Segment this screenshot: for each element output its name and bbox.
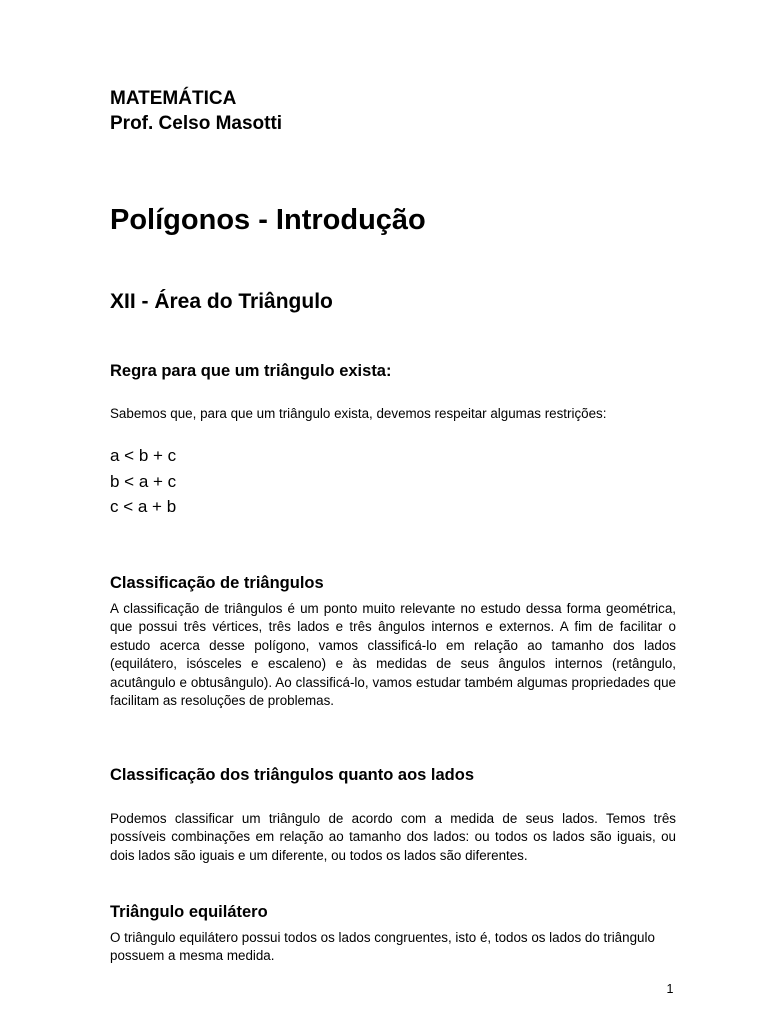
- inequality-item: c < a + b: [110, 497, 177, 516]
- classification-heading: Classificação de triângulos: [110, 574, 324, 592]
- teacher-name: Prof. Celso Masotti: [110, 113, 283, 134]
- section-title: XII - Área do Triângulo: [110, 290, 333, 313]
- by-sides-heading: Classificação dos triângulos quanto aos lados: [110, 766, 474, 784]
- rule-heading: Regra para que um triângulo exista:: [110, 362, 392, 380]
- equilateral-paragraph: O triângulo equilátero possui todos os lados congruentes, isto é, todos os lados do triângulo possuem a mesma medida.: [110, 930, 655, 964]
- classification-paragraph: A classificação de triângulos é um ponto muito relevante no estudo dessa forma geométrica, que possui três vértices, três lados e três ângulos internos e externos. A fim de facilitar o estudo acerca desse polígono, vamos classificá-lo em relação ao tamanho dos lados (equilátero, isósceles e escaleno) e às medidas de seus ângulos internos (retângulo, acutângulo e obtusângulo). Ao classificá-lo, vamos estudar também algumas propriedades que facilitam as resoluções de problemas.: [110, 601, 676, 709]
- subject-label: MATEMÁTICA: [110, 88, 237, 109]
- inequality-item: a < b + c: [110, 446, 177, 465]
- document-title: Polígonos - Introdução: [110, 204, 426, 236]
- equilateral-heading: Triângulo equilátero: [110, 903, 268, 921]
- inequality-item: b < a + c: [110, 471, 177, 491]
- page-number: 1: [666, 982, 674, 996]
- rule-intro: Sabemos que, para que um triângulo exista, devemos respeitar algumas restrições:: [110, 406, 607, 421]
- document-header: [110, 86, 676, 136]
- inequality-list: [110, 443, 676, 520]
- by-sides-paragraph: Podemos classificar um triângulo de acordo com a medida de seus lados. Temos três possíveis combinações em relação ao tamanho dos lados: ou todos os lados são iguais, ou dois lados são iguais e um diferente, ou todos os lados são diferentes.: [110, 811, 676, 863]
